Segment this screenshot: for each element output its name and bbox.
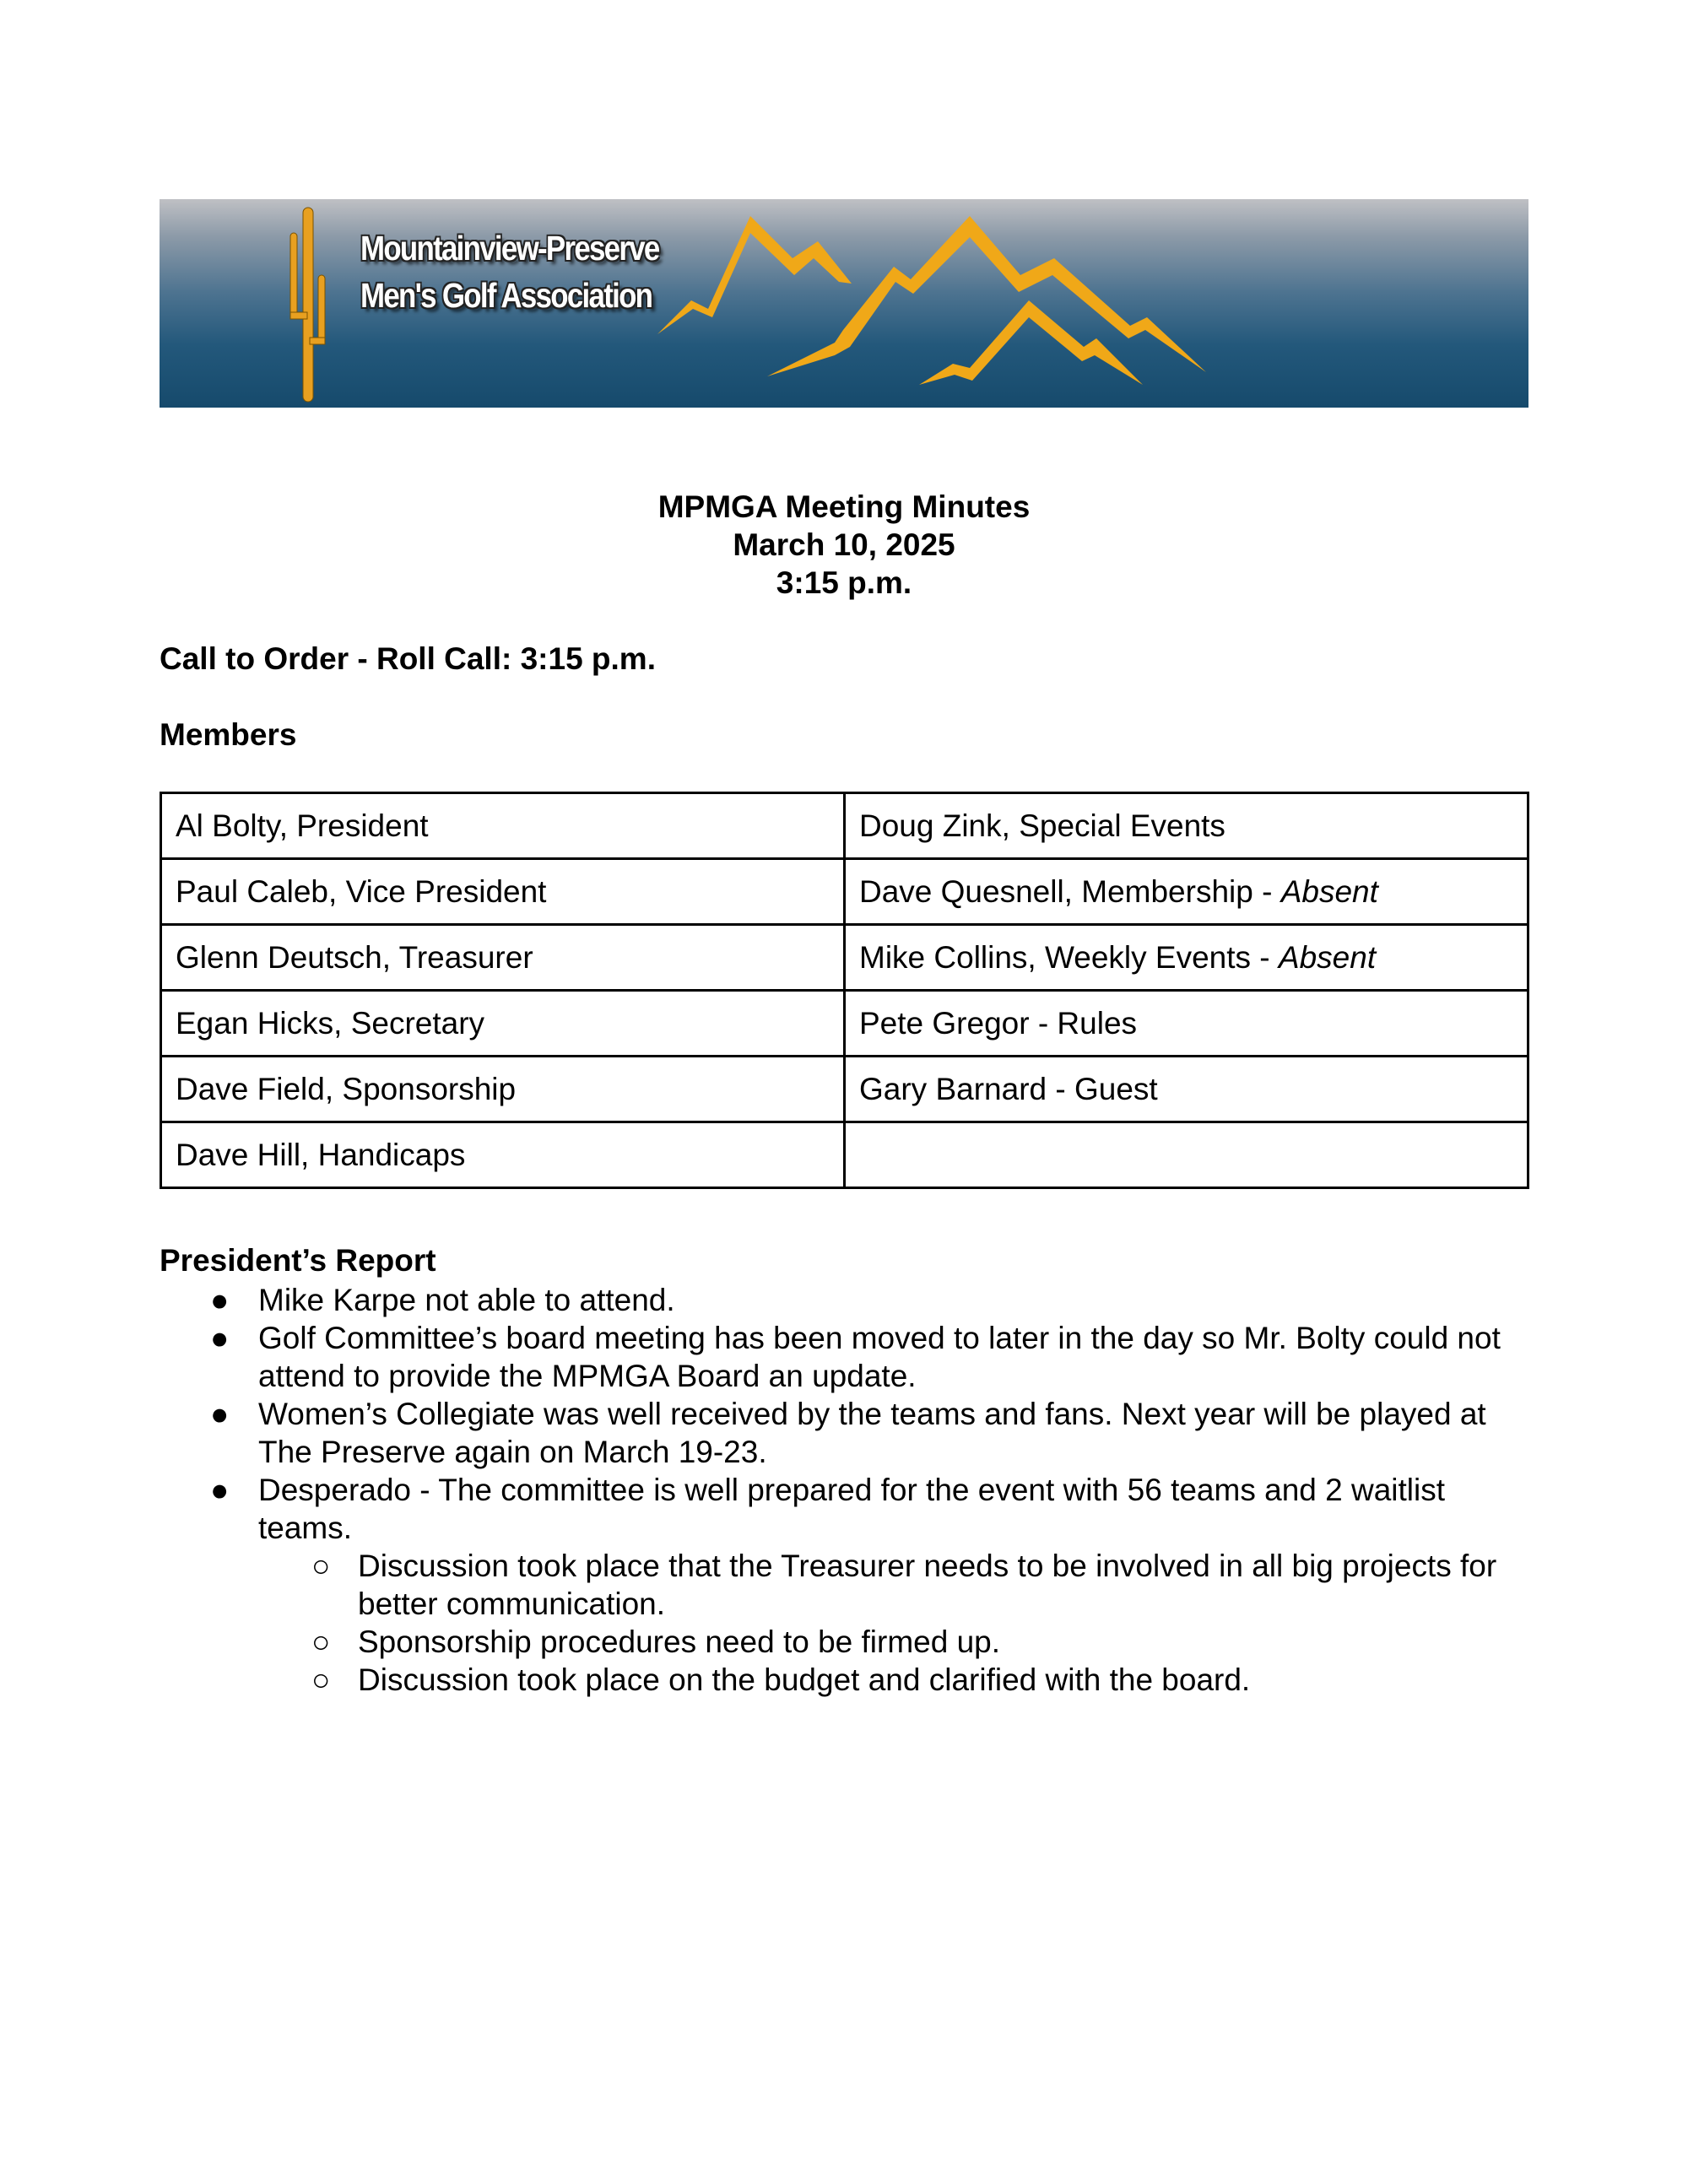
circle-bullet-icon: ○ bbox=[311, 1549, 331, 1583]
bullet-text: Women’s Collegiate was well received by the teams and fans. Next year will be played at The Preserve again on March 19-23. bbox=[258, 1397, 1486, 1469]
member-cell bbox=[845, 793, 1528, 859]
sub-list-item bbox=[160, 1661, 1544, 1699]
cactus-icon bbox=[290, 208, 325, 402]
logo-line-1: Mountainview-Preserve bbox=[360, 229, 659, 268]
member-name: Egan Hicks, Secretary bbox=[176, 1005, 485, 1041]
member-name: Al Bolty, President bbox=[176, 808, 429, 843]
circle-bullet-icon: ○ bbox=[311, 1662, 331, 1697]
member-name: Dave Quesnell, Membership - bbox=[859, 873, 1281, 909]
sub-bullet-text: Discussion took place that the Treasurer needs to be involved in all big projects for better communication. bbox=[358, 1549, 1497, 1621]
member-name: Pete Gregor - Rules bbox=[859, 1005, 1138, 1041]
association-banner bbox=[160, 199, 1528, 408]
logo-line-2: Men's Golf Association bbox=[360, 276, 652, 315]
circle-bullet-icon: ○ bbox=[311, 1624, 331, 1659]
bullet-icon: ● bbox=[210, 1283, 230, 1317]
table-row bbox=[161, 991, 1528, 1057]
list-item bbox=[160, 1319, 1544, 1395]
members-table bbox=[160, 792, 1529, 1189]
attendance-note: Absent bbox=[1280, 873, 1378, 909]
bullet-icon: ● bbox=[210, 1473, 230, 1507]
bullet-icon: ● bbox=[210, 1321, 230, 1355]
member-name: Doug Zink, Special Events bbox=[859, 808, 1225, 843]
table-row bbox=[161, 925, 1528, 991]
presidents-report-heading: President’s Report bbox=[160, 1243, 436, 1278]
list-item bbox=[160, 1395, 1544, 1471]
document-title-block bbox=[0, 488, 1688, 602]
member-name: Dave Hill, Handicaps bbox=[176, 1137, 466, 1172]
list-item bbox=[160, 1471, 1544, 1699]
members-heading: Members bbox=[160, 717, 297, 752]
sub-bullet-text: Sponsorship procedures need to be firmed up. bbox=[358, 1624, 1001, 1659]
sub-list-item bbox=[160, 1547, 1544, 1623]
sub-list bbox=[258, 1547, 1544, 1699]
member-name: Mike Collins, Weekly Events - bbox=[859, 939, 1279, 975]
presidents-report-list bbox=[160, 1281, 1544, 1699]
member-name: Gary Barnard - Guest bbox=[859, 1071, 1158, 1106]
member-cell bbox=[161, 991, 845, 1057]
member-cell bbox=[845, 1057, 1528, 1122]
member-cell bbox=[845, 925, 1528, 991]
table-row bbox=[161, 1057, 1528, 1122]
association-logo-text bbox=[360, 224, 659, 319]
bullet-text: Golf Committee’s board meeting has been moved to later in the day so Mr. Bolty could not attend to provide the MPMGA Board an update. bbox=[258, 1321, 1501, 1393]
attendance-note: Absent bbox=[1278, 939, 1377, 975]
bullet-text: Mike Karpe not able to attend. bbox=[258, 1283, 675, 1317]
document-title: MPMGA Meeting Minutes bbox=[657, 489, 1031, 524]
member-cell bbox=[845, 991, 1528, 1057]
member-name: Dave Field, Sponsorship bbox=[176, 1071, 517, 1106]
bullet-text: Desperado - The committee is well prepared for the event with 56 teams and 2 waitlist teams. bbox=[258, 1473, 1445, 1545]
bullet-icon: ● bbox=[210, 1397, 230, 1431]
member-name: Glenn Deutsch, Treasurer bbox=[176, 939, 533, 975]
member-cell bbox=[161, 859, 845, 925]
member-cell bbox=[161, 925, 845, 991]
meeting-time: 3:15 p.m. bbox=[776, 565, 912, 600]
member-name: Paul Caleb, Vice President bbox=[176, 873, 547, 909]
member-cell bbox=[845, 1122, 1528, 1188]
member-cell bbox=[161, 1122, 845, 1188]
table-row bbox=[161, 793, 1528, 859]
member-cell bbox=[161, 793, 845, 859]
mountains-icon bbox=[657, 216, 1206, 385]
sub-bullet-text: Discussion took place on the budget and clarified with the board. bbox=[358, 1662, 1251, 1697]
call-to-order-heading: Call to Order - Roll Call: 3:15 p.m. bbox=[160, 641, 656, 676]
table-row bbox=[161, 1122, 1528, 1188]
member-cell bbox=[845, 859, 1528, 925]
member-cell bbox=[161, 1057, 845, 1122]
meeting-date: March 10, 2025 bbox=[733, 527, 955, 562]
table-row bbox=[161, 859, 1528, 925]
list-item bbox=[160, 1281, 1544, 1319]
sub-list-item bbox=[160, 1623, 1544, 1661]
